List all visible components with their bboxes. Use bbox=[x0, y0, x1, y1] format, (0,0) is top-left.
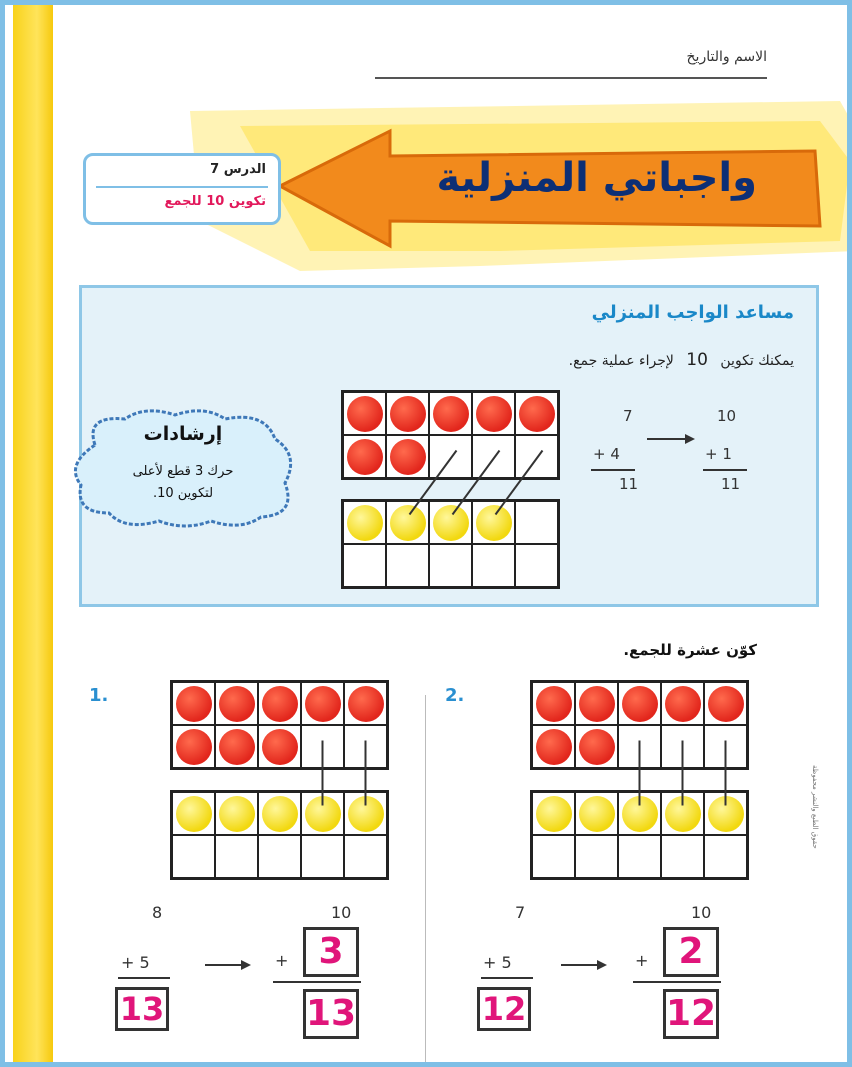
exercise-instruction: كوّن عشرة للجمع. bbox=[623, 641, 757, 659]
problem-1-right-addend[interactable]: 3 bbox=[303, 927, 359, 977]
helper-sentence-number: 10 bbox=[686, 350, 708, 370]
homework-title: واجباتي المنزلية bbox=[436, 155, 757, 201]
example-right-plus: + 1 bbox=[705, 445, 732, 463]
lesson-title: تكوين 10 للجمع bbox=[164, 194, 266, 209]
problem-1-number: 1. bbox=[89, 685, 109, 706]
helper-sentence-part1: يمكنك تكوين bbox=[720, 353, 794, 369]
side-copyright-note: حقوق الطبع والنشر محفوظة bbox=[811, 765, 819, 849]
example-left-result: 11 bbox=[619, 475, 639, 493]
tip-line-2: لتكوين 10. bbox=[152, 486, 214, 501]
problem-1-right-answer[interactable]: 13 bbox=[303, 989, 359, 1039]
problem-2-arrow bbox=[5, 5, 852, 1067]
problem-2-left-top: 7 bbox=[515, 903, 526, 922]
problem-2-number: 2. bbox=[445, 685, 465, 706]
problem-1-left-answer[interactable]: 13 bbox=[115, 987, 169, 1031]
problem-1-left-plus: + 5 bbox=[121, 953, 150, 972]
problem-2-right-underline bbox=[633, 981, 721, 983]
problem-2-left-answer[interactable]: 12 bbox=[477, 987, 531, 1031]
problem-1-right-plus: + bbox=[275, 951, 289, 970]
problem-1-right-top: 10 bbox=[331, 903, 352, 922]
problem-2-right-plus: + bbox=[635, 951, 649, 970]
problem-2-right-addend[interactable]: 2 bbox=[663, 927, 719, 977]
problem-2-right-top: 10 bbox=[691, 903, 712, 922]
helper-sentence-part2: لإجراء عملية جمع. bbox=[568, 353, 674, 369]
problem-2-right-answer[interactable]: 12 bbox=[663, 989, 719, 1039]
lesson-number: الدرس 7 bbox=[210, 162, 266, 177]
name-date-label: الاسم والتاريخ bbox=[686, 49, 767, 65]
example-right-top: 10 bbox=[717, 407, 737, 425]
example-right-result: 11 bbox=[721, 475, 741, 493]
example-left-plus: + 4 bbox=[593, 445, 620, 463]
tip-title: إرشادات bbox=[143, 423, 223, 445]
tip-line-1: حرك 3 قطع لأعلى bbox=[132, 464, 234, 479]
example-left-top: 7 bbox=[623, 407, 633, 425]
problem-1-left-top: 8 bbox=[152, 903, 163, 922]
helper-title: مساعد الواجب المنزلي bbox=[591, 302, 794, 323]
problem-2-left-plus: + 5 bbox=[483, 953, 512, 972]
